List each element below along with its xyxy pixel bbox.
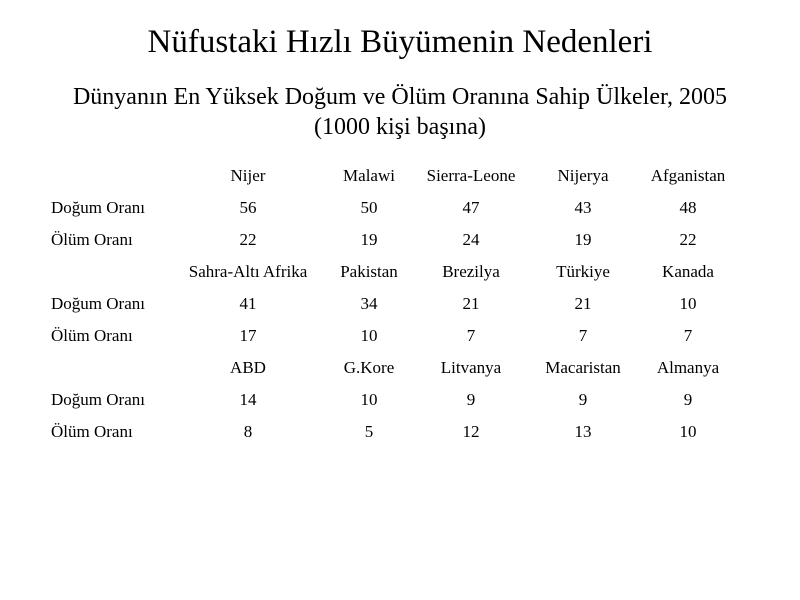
birth-rate-label: Doğum Oranı [51,390,145,409]
page-title: Nüfustaki Hızlı Büyümenin Nedenleri [147,24,653,60]
birth-rate-value: 9 [578,390,588,409]
birth-rate-row [0,384,800,416]
birth-rate-value: 50 [360,198,378,217]
death-rate-label: Ölüm Oranı [51,230,133,249]
death-rate-row [0,416,800,448]
death-rate-value: 12 [462,422,480,441]
death-rate-value: 7 [466,326,476,345]
country-name: Litvanya [440,358,502,377]
birth-rate-value: 56 [239,198,257,217]
death-rate-row [0,320,800,352]
birth-rate-value: 41 [239,294,257,313]
country-header-row [0,160,800,192]
rates-table [0,160,800,448]
country-name: ABD [230,358,266,377]
country-name: Kanada [662,262,714,281]
birth-rate-value: 21 [462,294,480,313]
country-header-row [0,352,800,384]
death-rate-value: 10 [679,422,697,441]
birth-rate-value: 48 [679,198,697,217]
death-rate-row [0,224,800,256]
birth-rate-label: Doğum Oranı [51,294,145,313]
birth-rate-value: 10 [360,390,378,409]
birth-rate-value: 43 [574,198,592,217]
country-header-row [0,256,800,288]
death-rate-value: 22 [239,230,257,249]
subtitle-line-2: (1000 kişi başına) [314,114,486,140]
death-rate-value: 24 [462,230,480,249]
country-name: Sierra-Leone [426,166,516,185]
country-name: Türkiye [556,262,610,281]
birth-rate-value: 10 [679,294,697,313]
country-name: Brezilya [442,262,500,281]
death-rate-value: 13 [574,422,592,441]
country-name: Almanya [656,358,720,377]
birth-rate-value: 14 [239,390,257,409]
country-name: Macaristan [545,358,621,377]
subtitle-line-1: Dünyanın En Yüksek Doğum ve Ölüm Oranına Sahip Ülkeler, 2005 [72,84,728,110]
birth-rate-label: Doğum Oranı [51,198,145,217]
birth-rate-row [0,192,800,224]
country-name: Nijer [230,166,266,185]
death-rate-value: 19 [360,230,378,249]
death-rate-label: Ölüm Oranı [51,422,133,441]
death-rate-value: 7 [683,326,693,345]
country-name: G.Kore [343,358,395,377]
birth-rate-value: 21 [574,294,592,313]
death-rate-value: 10 [360,326,378,345]
country-name: Malawi [343,166,395,185]
death-rate-value: 7 [578,326,588,345]
country-name: Afganistan [650,166,726,185]
birth-rate-value: 47 [462,198,480,217]
country-name: Pakistan [340,262,398,281]
birth-rate-value: 9 [683,390,693,409]
country-name: Sahra-Altı Afrika [188,262,308,281]
page-subtitle [20,82,780,142]
death-rate-value: 17 [239,326,257,345]
death-rate-value: 5 [364,422,374,441]
death-rate-label: Ölüm Oranı [51,326,133,345]
country-name: Nijerya [557,166,609,185]
death-rate-value: 8 [243,422,253,441]
birth-rate-row [0,288,800,320]
death-rate-value: 19 [574,230,592,249]
birth-rate-value: 34 [360,294,378,313]
birth-rate-value: 9 [466,390,476,409]
death-rate-value: 22 [679,230,697,249]
